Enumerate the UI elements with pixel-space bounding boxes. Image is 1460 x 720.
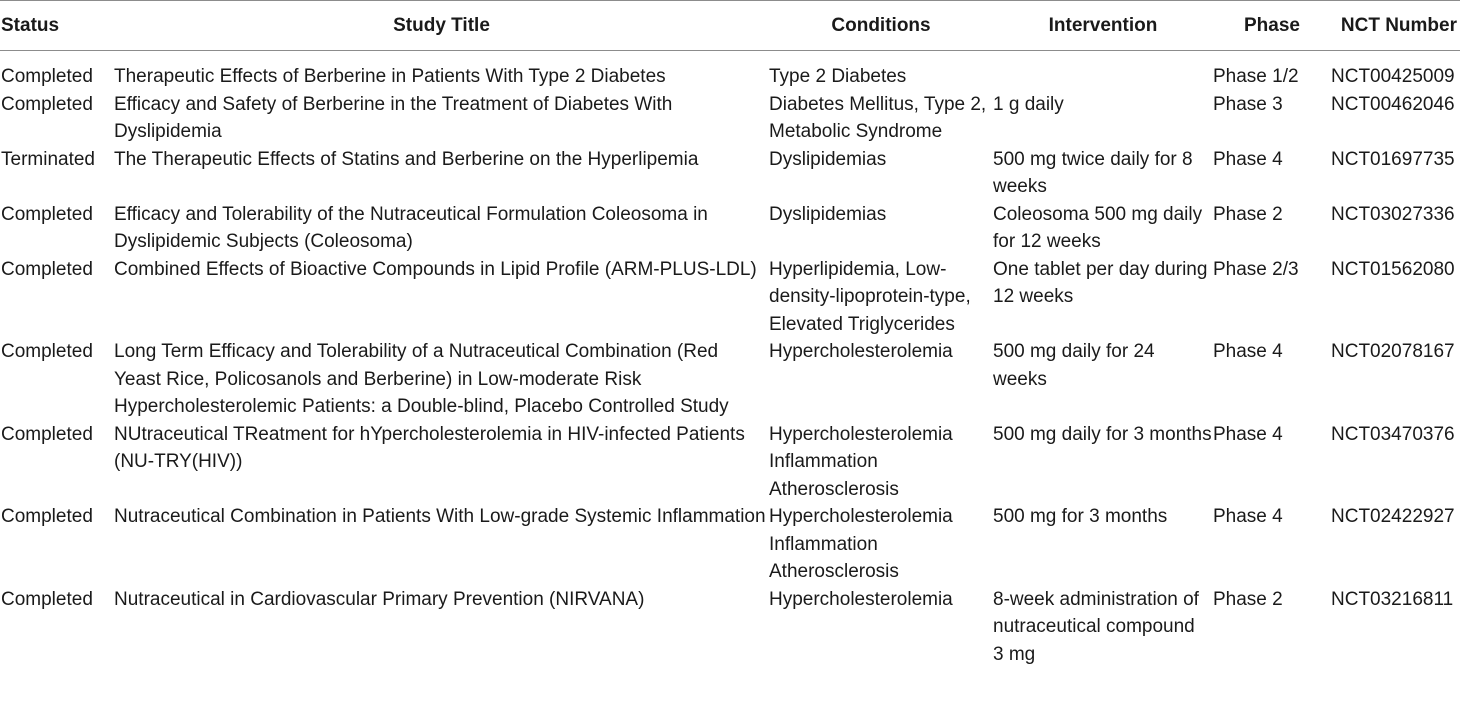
column-header-conditions: Conditions	[831, 14, 931, 36]
cell-conditions: Dyslipidemias	[769, 148, 887, 170]
table-header-row	[0, 0, 1460, 51]
cell-conditions: Hypercholesterolemia	[769, 588, 953, 610]
cell-status: Completed	[1, 93, 93, 115]
header-rule	[0, 50, 1460, 51]
table-row	[0, 503, 1460, 586]
cell-conditions: Type 2 Diabetes	[769, 66, 907, 87]
cell-study-title: Efficacy and Safety of Berberine in the Treatment of Diabetes With Dyslipidemia	[114, 93, 673, 142]
cell-nct-number: NCT03027336	[1331, 203, 1455, 225]
column-header-intervention: Intervention	[1048, 14, 1158, 36]
cell-intervention: 500 mg daily for 3 months	[993, 423, 1212, 445]
cell-study-title: Therapeutic Effects of Berberine in Patients With Type 2 Diabetes	[114, 66, 666, 87]
cell-conditions-line: Atherosclerosis	[769, 561, 899, 582]
cell-status: Completed	[1, 258, 93, 280]
cell-nct-number: NCT01697735	[1331, 148, 1455, 170]
cell-conditions-line: Inflammation	[769, 451, 878, 472]
cell-conditions: Diabetes Mellitus, Type 2, Metabolic Syndrome	[769, 93, 987, 142]
cell-intervention: 500 mg daily for 24 weeks	[993, 341, 1155, 390]
cell-intervention-line: 8-week administration of nutraceutical compound	[993, 588, 1199, 637]
cell-study-title: The Therapeutic Effects of Statins and Berberine on the Hyperlipemia	[114, 148, 699, 170]
cell-conditions: Dyslipidemias	[769, 203, 887, 225]
cell-intervention: 1 g daily	[993, 93, 1064, 115]
cell-conditions-line: Inflammation	[769, 533, 878, 555]
cell-nct-number: NCT03216811	[1331, 588, 1454, 610]
cell-study-title: Long Term Efficacy and Tolerability of a Nutraceutical Combination (Red Yeast Rice, Policosanols and Berberine) in Low-moderate Risk Hypercholesterolemic Patients: a Double-blind, Placebo Controlled Study	[114, 341, 729, 417]
cell-status: Completed	[1, 203, 93, 225]
cell-intervention: Coleosoma 500 mg daily for 12 weeks	[993, 203, 1203, 252]
table-row	[0, 91, 1460, 146]
cell-phase: Phase 3	[1213, 93, 1283, 115]
cell-nct-number: NCT00425009	[1331, 66, 1455, 87]
table-row	[0, 338, 1460, 421]
cell-status: Completed	[1, 341, 93, 362]
cell-status: Completed	[1, 423, 93, 445]
cell-phase: Phase 4	[1213, 506, 1283, 527]
cell-status: Completed	[1, 506, 93, 527]
cell-phase: Phase 2/3	[1213, 258, 1299, 280]
cell-conditions-line: Hypercholesterolemia	[769, 506, 953, 527]
cell-intervention	[993, 51, 1213, 91]
cell-phase: Phase 1/2	[1213, 66, 1299, 87]
cell-phase: Phase 2	[1213, 588, 1283, 610]
cell-conditions-line: Atherosclerosis	[769, 478, 899, 500]
table-row	[0, 256, 1460, 339]
table-row	[0, 51, 1460, 91]
top-rule	[0, 0, 1460, 1]
cell-nct-number: NCT01562080	[1331, 258, 1455, 280]
cell-conditions	[769, 421, 993, 504]
cell-conditions-line: Hypercholesterolemia	[769, 423, 953, 445]
cell-study-title: Nutraceutical Combination in Patients With Low-grade Systemic Inflammation	[114, 506, 766, 527]
cell-study-title: Efficacy and Tolerability of the Nutraceutical Formulation Coleosoma in Dyslipidemic Subjects (Coleosoma)	[114, 203, 708, 252]
cell-conditions	[769, 503, 993, 586]
table-row	[0, 421, 1460, 504]
cell-conditions: Hyperlipidemia, Low-density-lipoprotein-type, Elevated Triglycerides	[769, 258, 971, 335]
column-header-study-title: Study Title	[393, 14, 490, 36]
cell-phase: Phase 4	[1213, 423, 1283, 445]
cell-status: Terminated	[1, 148, 95, 170]
cell-study-title: Combined Effects of Bioactive Compounds in Lipid Profile (ARM-PLUS-LDL)	[114, 258, 757, 280]
table-row	[0, 201, 1460, 256]
cell-status: Completed	[1, 66, 93, 87]
cell-phase: Phase 2	[1213, 203, 1283, 225]
column-header-phase: Phase	[1244, 14, 1300, 36]
column-header-status: Status	[1, 14, 60, 36]
cell-phase: Phase 4	[1213, 341, 1283, 362]
table-body	[0, 51, 1460, 668]
cell-nct-number: NCT03470376	[1331, 423, 1455, 445]
cell-phase: Phase 4	[1213, 148, 1283, 170]
cell-intervention: One tablet per day during 12 weeks	[993, 258, 1208, 307]
cell-study-title: NUtraceutical TReatment for hYpercholesterolemia in HIV-infected Patients (NU-TRY(HIV))	[114, 423, 745, 472]
cell-intervention: 500 mg for 3 months	[993, 506, 1168, 527]
cell-intervention-line: 3 mg	[993, 643, 1036, 665]
cell-nct-number: NCT02422927	[1331, 506, 1455, 527]
table-row	[0, 146, 1460, 201]
cell-conditions: Hypercholesterolemia	[769, 341, 953, 362]
cell-study-title: Nutraceutical in Cardiovascular Primary Prevention (NIRVANA)	[114, 588, 645, 610]
cell-nct-number: NCT00462046	[1331, 93, 1455, 115]
cell-intervention: 500 mg twice daily for 8 weeks	[993, 148, 1193, 197]
table-row	[0, 586, 1460, 669]
cell-nct-number: NCT02078167	[1331, 341, 1455, 362]
column-header-nct-number: NCT Number	[1340, 14, 1457, 36]
cell-status: Completed	[1, 588, 93, 610]
cell-intervention	[993, 586, 1213, 669]
